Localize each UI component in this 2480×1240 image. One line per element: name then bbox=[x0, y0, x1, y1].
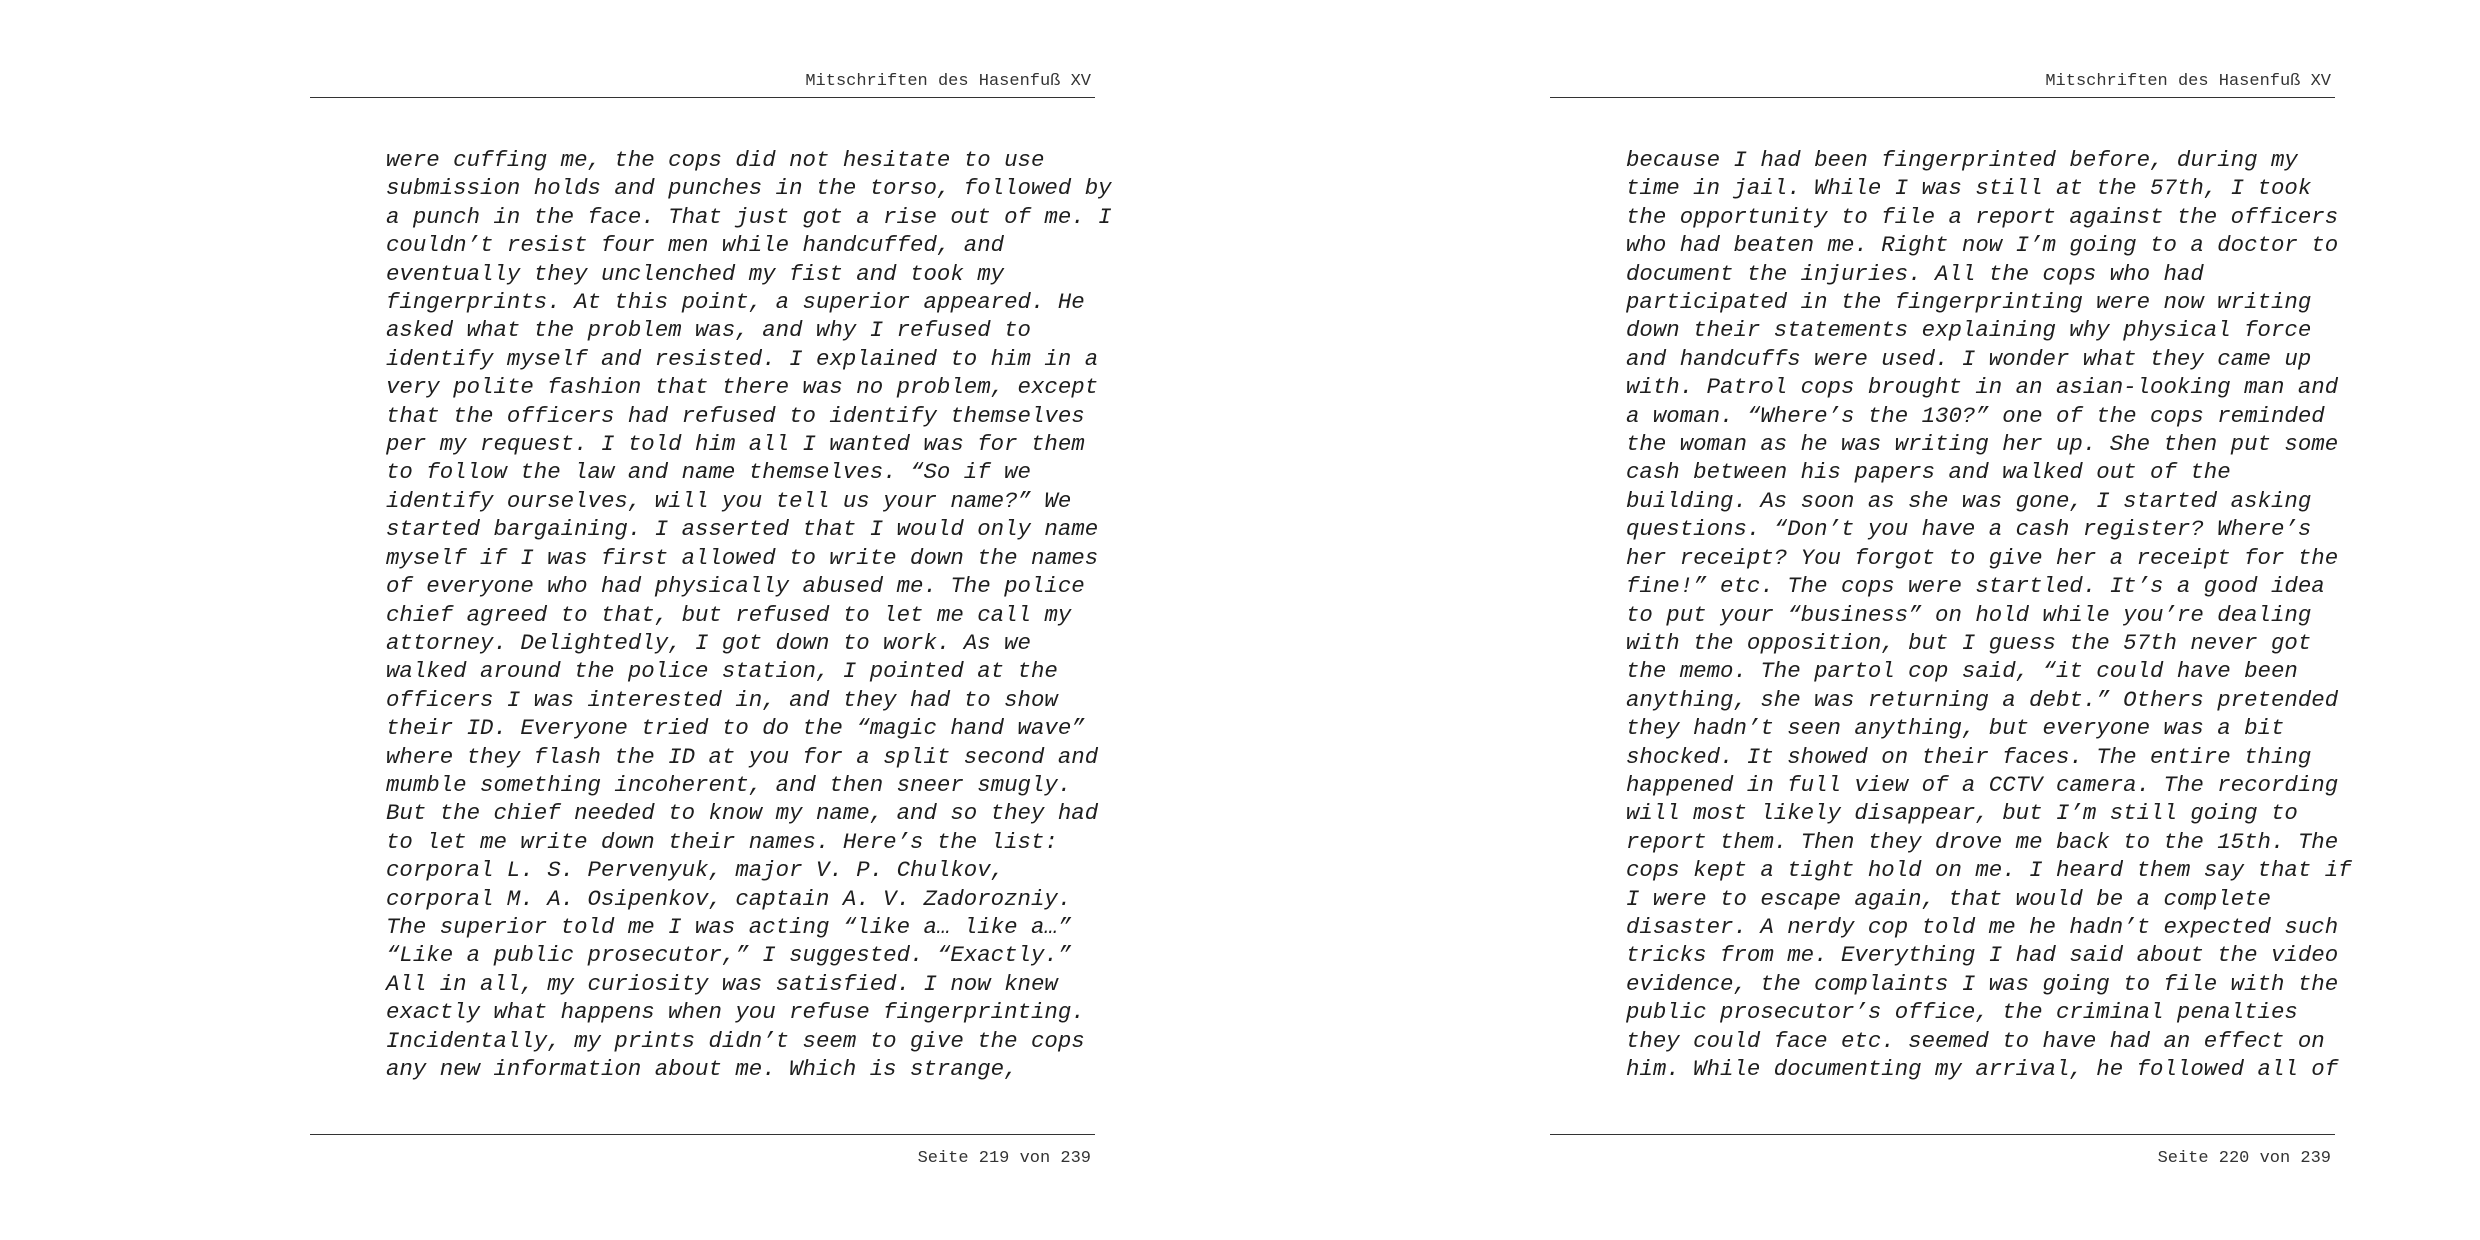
running-header: Mitschriften des Hasenfuß XV bbox=[805, 72, 1091, 91]
page-body-text: because I had been fingerprinted before, during my time in jail. While I was still at the 57th, I took the opportunity to file a report against the officers who had beaten me. Right now I’m going to a doctor to document the injuries. All the cops who had participated in the fingerprinting were now writing down their statements explaining why physical force and handcuffs were used. I wonder what they came up with. Patrol cops brought in an asian-looking man and a woman. “Where’s the 130?” one of the cops reminded the woman as he was writing her up. She then put some cash between his papers and walked out of the building. As soon as she was gone, I started asking questions. “Don’t you have a cash register? Where’s her receipt? You forgot to give her a receipt for the fine!” etc. The cops were startled. It’s a good idea to put your “business” on hold while you’re dealing with the opposition, but I guess the 57th never got the memo. The partol cop said, “it could have been anything, she was returning a debt.” Others pretended they hadn’t seen anything, but everyone was a bit shocked. It showed on their faces. The entire thing happened in full view of a CCTV camera. The recording will most likely disappear, but I’m still going to report them. Then they drove me back to the 15th. The cops kept a tight hold on me. I heard them say that if I were to escape again, that would be a complete disaster. A nerdy cop told me he hadn’t expected such tricks from me. Everything I had said about the video evidence, the complaints I was going to file with the public prosecutor’s office, the criminal penalties they could face etc. seemed to have had an effect on him. While documenting my arrival, he followed all of bbox=[1626, 147, 2352, 1082]
page-number-footer: Seite 220 von 239 bbox=[2157, 1149, 2331, 1168]
footer-rule bbox=[310, 1134, 1095, 1135]
page-body-text: were cuffing me, the cops did not hesitate to use submission holds and punches in the torso, followed by a punch in the face. That just got a rise out of me. I couldn’t resist four men while handcuffed, and eventually they unclenched my fist and took my fingerprints. At this point, a superior appeared. He asked what the problem was, and why I refused to identify myself and resisted. I explained to him in a very polite fashion that there was no problem, except that the officers had refused to identify themselves per my request. I told him all I wanted was for them to follow the law and name themselves. “So if we identify ourselves, will you tell us your name?” We started bargaining. I asserted that I would only name myself if I was first allowed to write down the names of everyone who had physically abused me. The police chief agreed to that, but refused to let me call my attorney. Delightedly, I got down to work. As we walked around the police station, I pointed at the officers I was interested in, and they had to show their ID. Everyone tried to do the “magic hand wave” where they flash the ID at you for a split second and mumble something incoherent, and then sneer smugly. But the chief needed to know my name, and so they had to let me write down their names. Here’s the list: corporal L. S. Pervenyuk, major V. P. Chulkov, corporal M. A. Osipenkov, captain A. V. Zadorozniy. The superior told me I was acting “like a… like a…” “Like a public prosecutor,” I suggested. “Exactly.” All in all, my curiosity was satisfied. I now knew exactly what happens when you refuse fingerprinting. Incidentally, my prints didn’t seem to give the cops any new information about me. Which is strange, bbox=[386, 147, 1112, 1082]
running-header: Mitschriften des Hasenfuß XV bbox=[2045, 72, 2331, 91]
footer-rule bbox=[1550, 1134, 2335, 1135]
header-rule bbox=[310, 97, 1095, 98]
page-number-footer: Seite 219 von 239 bbox=[917, 1149, 1091, 1168]
header-rule bbox=[1550, 97, 2335, 98]
right-page bbox=[1240, 0, 2480, 1240]
